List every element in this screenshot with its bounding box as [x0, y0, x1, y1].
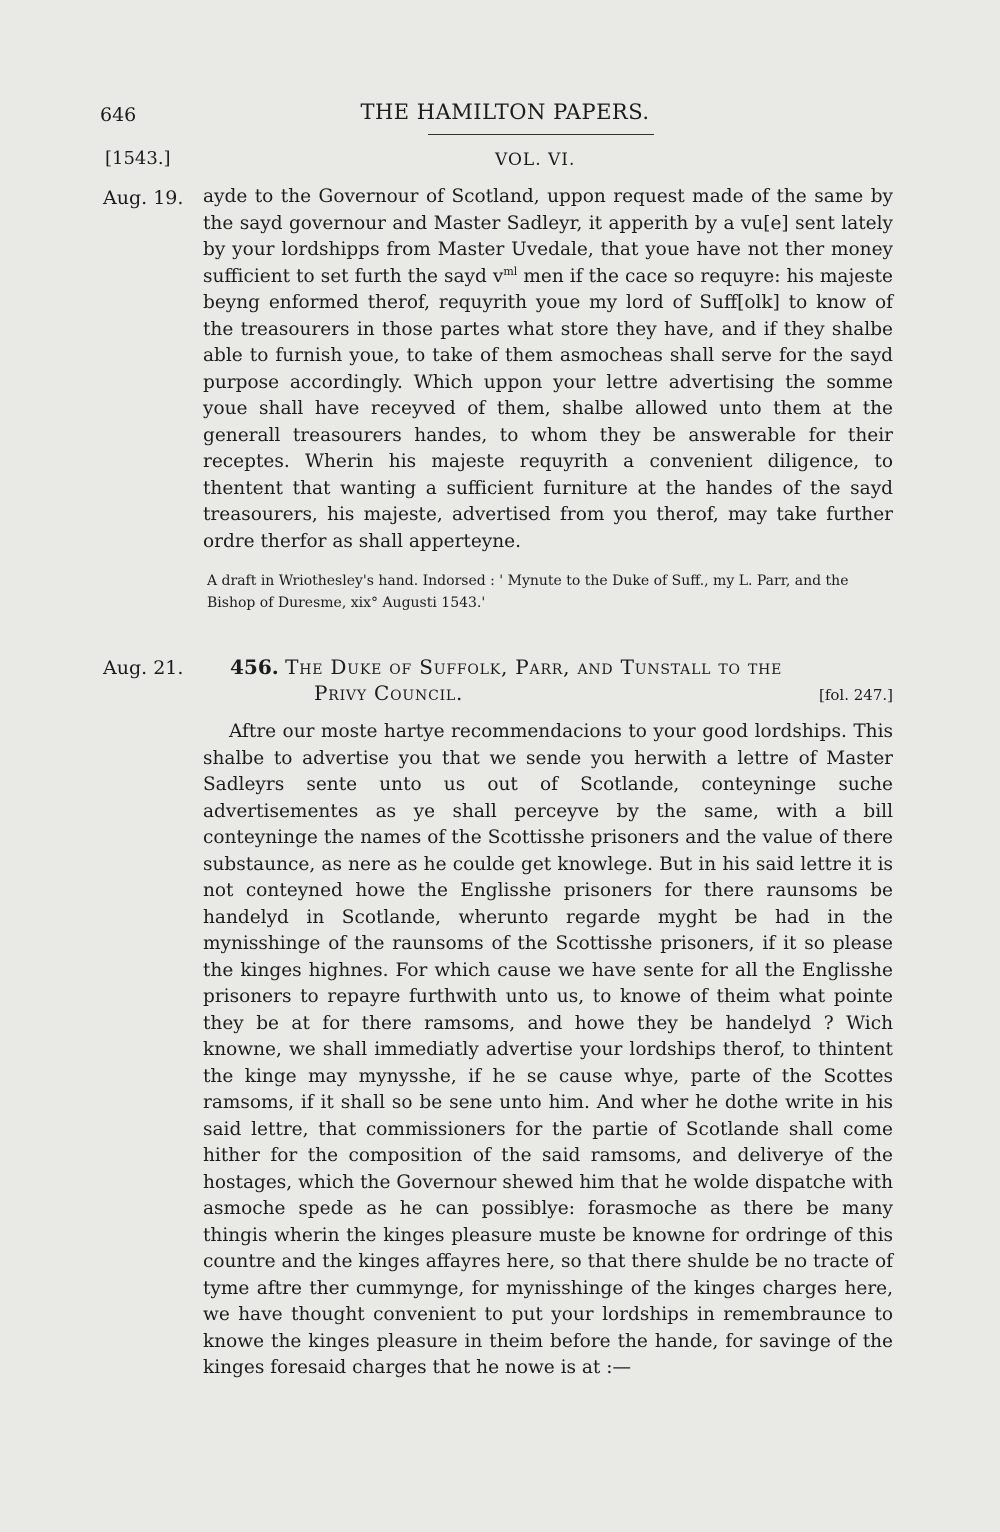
margin-date-entry-2: Aug. 21.: [103, 657, 184, 679]
entry-1-body: [203, 184, 893, 555]
letter-heading-line1: The Duke of Suffolk, Parr, and Tunstall to the: [285, 655, 783, 679]
letter-heading: [230, 654, 893, 708]
entry-1-note: A draft in Wriothesley's hand. Indorsed : ' Mynute to the Duke of Suff., my L. Parr, and the Bishop of Duresme, xix° Augusti 1543.': [207, 573, 849, 611]
year-note: [1543.]: [105, 148, 171, 169]
letter-heading-line2: Privy Council.: [314, 681, 464, 705]
volume-label: VOL. VI.: [495, 150, 576, 170]
page-number: 646: [100, 104, 137, 126]
entry-1-superscript: ml: [503, 264, 518, 278]
running-title: THE HAMILTON PAPERS.: [360, 100, 650, 124]
folio-reference: [fol. 247.]: [818, 686, 893, 704]
entry-1-text: ayde to the Governour of Scotland, uppon request made of the same by the sayd governour and Master Sadleyr, it apperith by a vu[e] sent lately by your lordshipps from Master Uvedale, that youe have not ther money sufficient to set furth the sayd v: [203, 186, 893, 287]
entry-2-body: [203, 719, 893, 1382]
header-rule: [428, 134, 654, 135]
margin-date-entry-1: Aug. 19.: [103, 187, 184, 209]
letter-number: 456.: [230, 655, 279, 679]
entry-2-text: Aftre our moste hartye recommendacions to your good lordships. This shalbe to advertise you that we sende you herwith a lettre of Master Sadleyrs sente unto us out of Scotlande, conteyninge suche advertisementes as ye shall perceyve by the same, with a bill conteyninge the names of the Scottisshe prisoners and the value of there substaunce, as nere as he coulde get knowlege. But in his said lettre it is not conteyned howe the Englisshe prisoners for there raunsoms be handelyd in Scotlande, wherunto regarde myght be had in the mynisshinge of the raunsoms of the Scottisshe prisoners, if it so please the kinges highnes. For which cause we have sente for all the Englisshe prisoners to repayre furthwith unto us, to knowe of theim what pointe they be at for there ramsoms, and howe they be handelyd ? Wich knowne, we shall immediatly advertise your lordships therof, to thintent the kinge may mynysshe, if he se cause whye, parte of the Scottes ramsoms, if it shall so be sene unto him. And wher he dothe write in his said lettre, that commissioners for the partie of Scotlande shall come hither for the composition of the said ramsoms, and deliverye of the hostages, which the Governour shewed him that he wolde dispatche with asmoche spede as he can possiblye: forasmoche as there be many thingis wherin the kinges pleasure muste be knowne for ordringe of this countre and the kinges affayres here, so that there shulde be no tracte of tyme aftre ther cummynge, for mynisshinge of the kinges charges here, we have thought convenient to put your lordships in remembraunce to knowe the kinges pleasure in theim before the hande, for savinge of the kinges foresaid charges that he nowe is at :—: [203, 721, 893, 1378]
entry-1-text-cont: men if the cace so requyre: his majeste beyng enformed therof, requyrith youe my lord of Suff[olk] to know of the treasourers in those partes what store they have, and if they shalbe able to furnish youe, to take of them asmocheas shall serve for the sayd purpose accordingly. Which uppon your lettre advertising the somme youe shall have receyved of them, shalbe allowed unto them at the generall treasourers handes, to whom they be answerable for their receptes. Wherin his majeste requyrith a convenient diligence, to thentent that wanting a sufficient furniture at the handes of the sayd treasourers, his majeste, advertised from you therof, may take further ordre therfor as shall apperteyne.: [203, 265, 893, 552]
